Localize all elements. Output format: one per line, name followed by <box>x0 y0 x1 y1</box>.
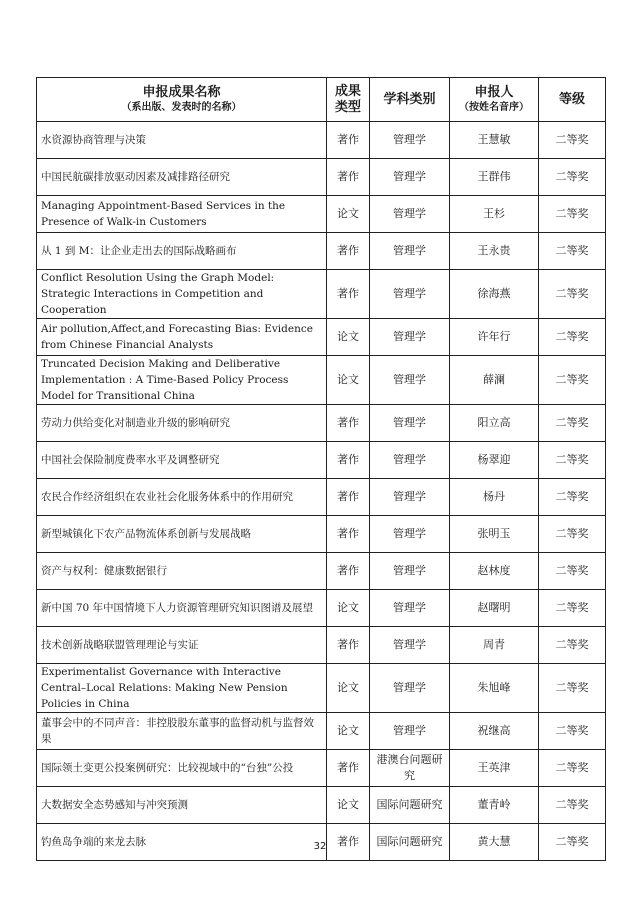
table-row <box>37 590 606 627</box>
table-row <box>37 196 606 233</box>
table-row <box>37 159 606 196</box>
cell-applicant: 张明玉 <box>450 516 539 553</box>
cell-applicant: 阳立高 <box>450 405 539 442</box>
table-row <box>37 405 606 442</box>
cell-type: 论文 <box>327 356 370 405</box>
cell-type: 著作 <box>327 479 370 516</box>
cell-subject: 管理学 <box>370 270 450 319</box>
cell-level: 二等奖 <box>539 713 606 750</box>
cell-subject: 管理学 <box>370 405 450 442</box>
cell-subject: 港澳台问题研究 <box>370 750 450 787</box>
cell-level: 二等奖 <box>539 516 606 553</box>
cell-type: 著作 <box>327 824 370 861</box>
cell-type: 著作 <box>327 516 370 553</box>
cell-subject: 管理学 <box>370 590 450 627</box>
cell-name: 董事会中的不同声音：非控股股东董事的监督动机与监督效果 <box>37 713 327 750</box>
cell-name: Conflict Resolution Using the Graph Model: Strategic Interactions in Competition and Cooperation <box>37 270 327 319</box>
table-row <box>37 479 606 516</box>
table-row <box>37 553 606 590</box>
cell-level: 二等奖 <box>539 319 606 356</box>
cell-applicant: 祝继高 <box>450 713 539 750</box>
cell-type: 论文 <box>327 196 370 233</box>
cell-name: Truncated Decision Making and Deliberative Implementation : A Time-Based Policy Process Model for Transitional China <box>37 356 327 405</box>
cell-name: 技术创新战略联盟管理理论与实证 <box>37 627 327 664</box>
cell-applicant: 许年行 <box>450 319 539 356</box>
cell-type: 著作 <box>327 405 370 442</box>
cell-level: 二等奖 <box>539 270 606 319</box>
cell-level: 二等奖 <box>539 122 606 159</box>
cell-subject: 管理学 <box>370 479 450 516</box>
cell-applicant: 赵林度 <box>450 553 539 590</box>
awards-table <box>36 77 606 861</box>
cell-name: 资产与权利：健康数据银行 <box>37 553 327 590</box>
table-row <box>37 664 606 713</box>
cell-subject: 管理学 <box>370 553 450 590</box>
cell-name: 钓鱼岛争端的来龙去脉 <box>37 824 327 861</box>
cell-type: 著作 <box>327 122 370 159</box>
cell-type: 著作 <box>327 627 370 664</box>
cell-level: 二等奖 <box>539 750 606 787</box>
cell-subject: 管理学 <box>370 516 450 553</box>
cell-type: 著作 <box>327 750 370 787</box>
cell-level: 二等奖 <box>539 479 606 516</box>
cell-level: 二等奖 <box>539 590 606 627</box>
table-row <box>37 787 606 824</box>
cell-subject: 管理学 <box>370 442 450 479</box>
header-level: 等级 <box>539 78 606 122</box>
header-type: 成果类型 <box>327 78 370 122</box>
cell-applicant: 赵曙明 <box>450 590 539 627</box>
cell-applicant: 薛澜 <box>450 356 539 405</box>
header-applicant-label: 申报人 <box>474 85 514 100</box>
cell-level: 二等奖 <box>539 824 606 861</box>
cell-applicant: 王杉 <box>450 196 539 233</box>
cell-name: Experimentalist Governance with Interactive Central–Local Relations: Making New Pension Policies in China <box>37 664 327 713</box>
cell-level: 二等奖 <box>539 159 606 196</box>
cell-subject: 管理学 <box>370 159 450 196</box>
cell-level: 二等奖 <box>539 405 606 442</box>
cell-name: Managing Appointment-Based Services in the Presence of Walk-in Customers <box>37 196 327 233</box>
cell-name: 国际领土变更公投案例研究：比较视域中的“台独”公投 <box>37 750 327 787</box>
cell-type: 论文 <box>327 319 370 356</box>
cell-name: Air pollution,Affect,and Forecasting Bias: Evidence from Chinese Financial Analysts <box>37 319 327 356</box>
header-subject: 学科类别 <box>370 78 450 122</box>
cell-name: 劳动力供给变化对制造业升级的影响研究 <box>37 405 327 442</box>
cell-applicant: 朱旭峰 <box>450 664 539 713</box>
cell-level: 二等奖 <box>539 553 606 590</box>
cell-level: 二等奖 <box>539 627 606 664</box>
cell-name: 中国民航碳排放驱动因素及减排路径研究 <box>37 159 327 196</box>
header-name <box>37 78 327 122</box>
table-row <box>37 122 606 159</box>
cell-subject: 管理学 <box>370 196 450 233</box>
table-row <box>37 750 606 787</box>
header-applicant-note: （按姓名音序） <box>459 102 529 113</box>
cell-type: 著作 <box>327 159 370 196</box>
cell-subject: 管理学 <box>370 627 450 664</box>
cell-name: 新型城镇化下农产品物流体系创新与发展战略 <box>37 516 327 553</box>
cell-applicant: 王永贵 <box>450 233 539 270</box>
table-row <box>37 233 606 270</box>
cell-level: 二等奖 <box>539 442 606 479</box>
cell-applicant: 王慧敏 <box>450 122 539 159</box>
cell-applicant: 周青 <box>450 627 539 664</box>
header-applicant <box>450 78 539 122</box>
cell-applicant: 徐海燕 <box>450 270 539 319</box>
cell-type: 著作 <box>327 553 370 590</box>
header-name-label: 申报成果名称 <box>142 85 221 100</box>
cell-name: 农民合作经济组织在农业社会化服务体系中的作用研究 <box>37 479 327 516</box>
header-row <box>37 78 606 122</box>
cell-applicant: 黄大慧 <box>450 824 539 861</box>
table-row <box>37 319 606 356</box>
cell-applicant: 王群伟 <box>450 159 539 196</box>
table-row <box>37 516 606 553</box>
table-row <box>37 270 606 319</box>
table-row <box>37 627 606 664</box>
cell-name: 中国社会保险制度费率水平及调整研究 <box>37 442 327 479</box>
cell-subject: 管理学 <box>370 122 450 159</box>
cell-applicant: 董青岭 <box>450 787 539 824</box>
cell-applicant: 杨翠迎 <box>450 442 539 479</box>
cell-type: 论文 <box>327 787 370 824</box>
cell-name: 大数据安全态势感知与冲突预测 <box>37 787 327 824</box>
cell-level: 二等奖 <box>539 664 606 713</box>
cell-type: 论文 <box>327 713 370 750</box>
cell-type: 著作 <box>327 233 370 270</box>
cell-level: 二等奖 <box>539 196 606 233</box>
cell-subject: 管理学 <box>370 664 450 713</box>
cell-name: 水资源协商管理与决策 <box>37 122 327 159</box>
table-row <box>37 442 606 479</box>
header-name-note: （系出版、发表时的名称） <box>121 102 242 113</box>
cell-name: 从 1 到 M：让企业走出去的国际战略画布 <box>37 233 327 270</box>
cell-subject: 管理学 <box>370 356 450 405</box>
cell-name: 新中国 70 年中国情境下人力资源管理研究知识图谱及展望 <box>37 590 327 627</box>
cell-level: 二等奖 <box>539 787 606 824</box>
cell-subject: 管理学 <box>370 233 450 270</box>
page-number: 32 <box>313 841 327 852</box>
cell-applicant: 王英津 <box>450 750 539 787</box>
cell-subject: 国际问题研究 <box>370 787 450 824</box>
cell-type: 论文 <box>327 664 370 713</box>
cell-level: 二等奖 <box>539 356 606 405</box>
cell-subject: 国际问题研究 <box>370 824 450 861</box>
table-row <box>37 713 606 750</box>
table-row <box>37 356 606 405</box>
cell-subject: 管理学 <box>370 713 450 750</box>
cell-subject: 管理学 <box>370 319 450 356</box>
cell-type: 论文 <box>327 590 370 627</box>
cell-level: 二等奖 <box>539 233 606 270</box>
cell-applicant: 杨丹 <box>450 479 539 516</box>
cell-type: 著作 <box>327 442 370 479</box>
cell-type: 著作 <box>327 270 370 319</box>
